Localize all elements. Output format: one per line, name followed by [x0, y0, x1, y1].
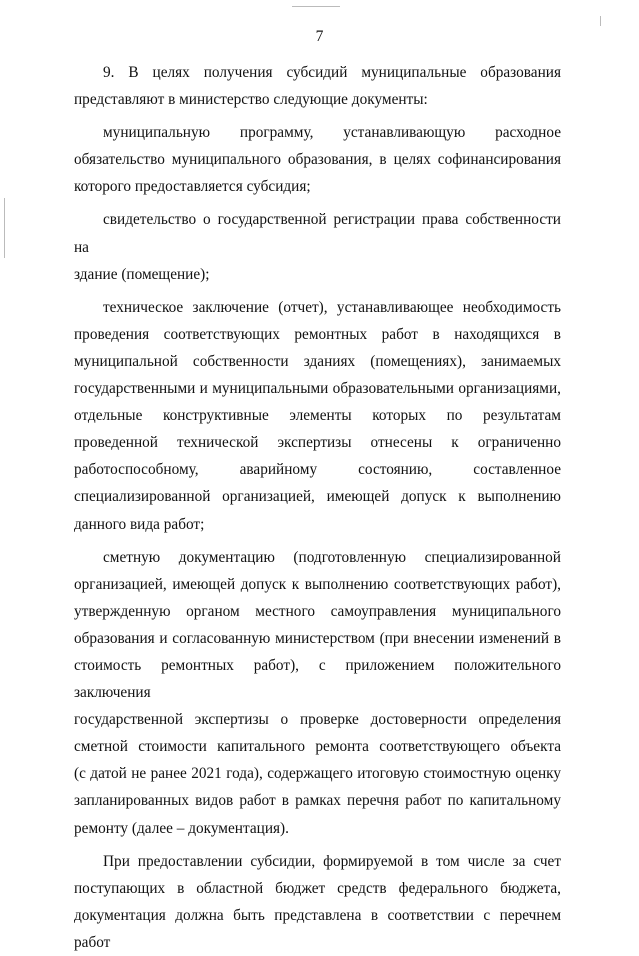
- text-line: проведенной технической экспертизы отнесены к ограниченно: [74, 434, 561, 452]
- text-line: обязательство муниципального образования, в целях софинансирования: [74, 151, 561, 169]
- text-line: данного вида работ;: [74, 515, 205, 533]
- text-line: При предоставлении субсидии, формируемой в том числе за счет: [103, 852, 561, 870]
- text-line: муниципальную программу, устанавливающую расходное: [103, 124, 561, 142]
- paragraph-technical: [74, 294, 561, 538]
- text-line: документация должна быть представлена в соответствии с перечнем работ: [74, 906, 561, 951]
- text-line: образования и согласованную министерством (при внесении изменений в: [74, 629, 561, 647]
- text-line: работоспособному, аварийному состоянию, составленное: [74, 461, 561, 479]
- paragraph-program: [74, 119, 561, 200]
- page-number: 7: [315, 28, 324, 45]
- text-line: отдельные конструктивные элементы которых по результатам: [74, 407, 561, 425]
- text-line: специализированной организацией, имеющей допуск к выполнению: [74, 488, 561, 506]
- paragraph-9: [74, 59, 561, 113]
- text-line: сметную документацию (подготовленную специализированной: [103, 548, 561, 566]
- text-line: проведения соответствующих ремонтных работ в находящихся в: [74, 325, 561, 343]
- text-line: (с датой не ранее 2021 года), содержащего итоговую стоимостную оценку: [74, 765, 561, 783]
- text-line: поступающих в областной бюджет средств федерального бюджета,: [74, 879, 561, 897]
- scan-mark-left: [4, 198, 5, 258]
- paragraph-estimate: [74, 544, 561, 842]
- text-line: государственными и муниципальными образовательными организациями,: [74, 380, 561, 398]
- text-line: муниципальной собственности зданиях (помещениях), занимаемых: [74, 352, 561, 370]
- text-line: представляют в министерство следующие документы:: [74, 91, 428, 109]
- document-body: [74, 59, 561, 956]
- paragraph-federal: [74, 848, 561, 956]
- text-line: ремонту (далее – документация).: [74, 819, 289, 837]
- scan-mark-right: [600, 16, 601, 26]
- text-line: утвержденную органом местного самоуправления муниципального: [74, 602, 561, 620]
- text-line: которого предоставляется субсидия;: [74, 178, 311, 196]
- scan-mark-top: [292, 6, 340, 7]
- text-line: здание (помещение);: [74, 265, 210, 283]
- text-line: организацией, имеющей допуск к выполнению соответствующих работ),: [74, 575, 561, 593]
- paragraph-certificate: [74, 206, 561, 287]
- text-line: запланированных видов работ в рамках перечня работ по капитальному: [74, 792, 561, 810]
- text-line: государственной экспертизы о проверке достоверности определения: [74, 711, 561, 729]
- text-line: свидетельство о государственной регистрации права собственности на: [74, 211, 561, 256]
- text-line: сметной стоимости капитального ремонта соответствующего объекта: [74, 738, 561, 756]
- text-line: техническое заключение (отчет), устанавливающее необходимость: [103, 298, 561, 316]
- text-line: стоимость ремонтных работ), с приложением положительного заключения: [74, 656, 561, 702]
- text-line: 9. В целях получения субсидий муниципальные образования: [103, 64, 561, 81]
